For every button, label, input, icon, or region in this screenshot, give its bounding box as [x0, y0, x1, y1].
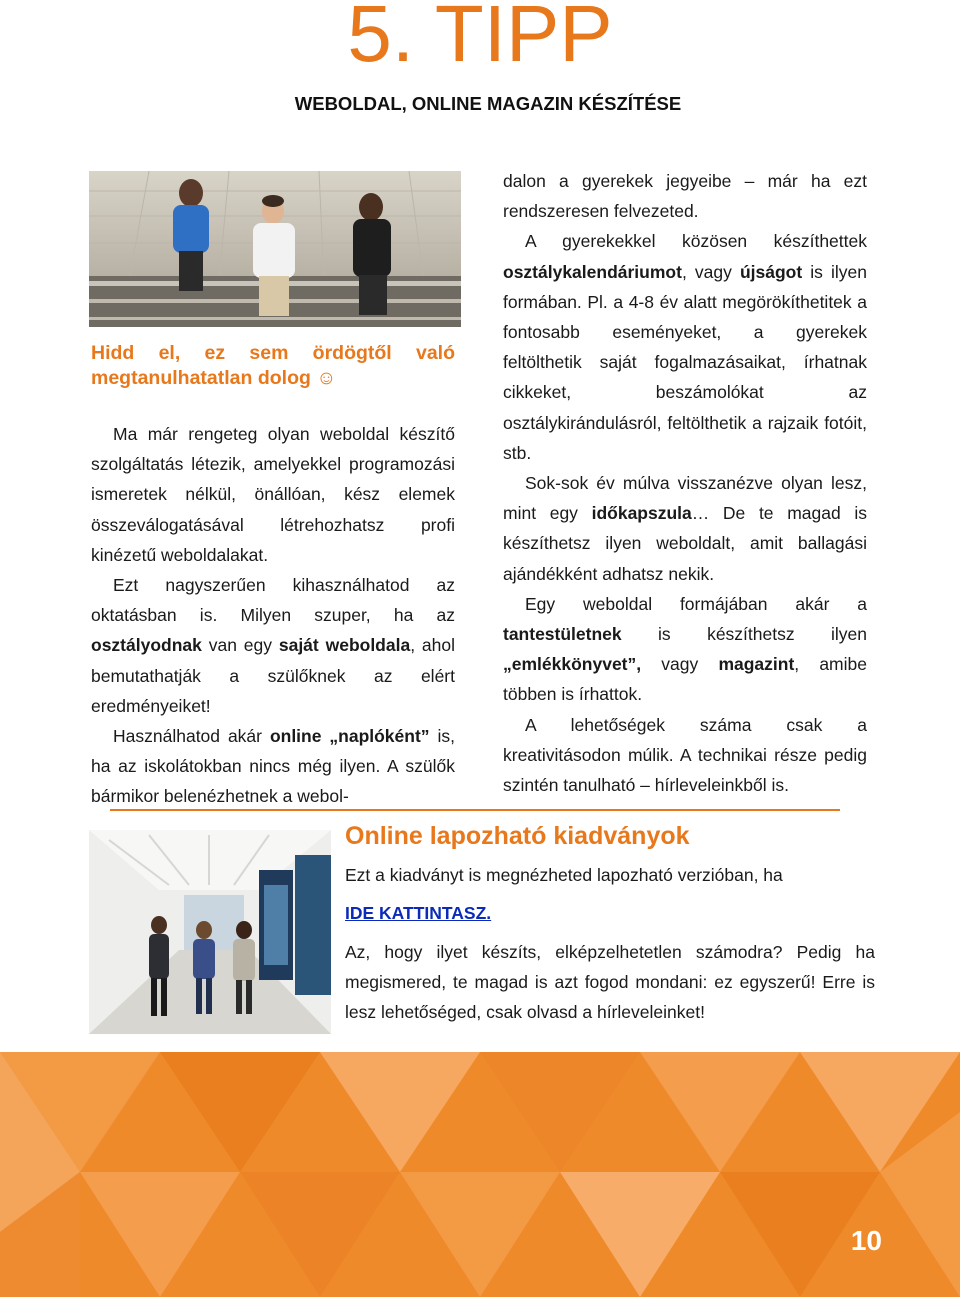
- online-section-title: Online lapozható kiadványok: [345, 822, 690, 850]
- footer-triangle-pattern: [0, 1052, 960, 1297]
- left-p2-text-a: Ezt nagyszerűen kihasználhatod az oktatásban is. Milyen szuper, ha az: [91, 575, 455, 626]
- people-railing-illustration: [89, 171, 461, 327]
- tipp-title: 5. TIPP: [347, 0, 613, 78]
- online-section: [345, 822, 875, 1028]
- right-p4-bold-b: „emlékkönyvet”,: [503, 654, 642, 675]
- left-paragraph-1: Ma már rengeteg olyan weboldal készítő szolgáltatás létezik, amelyekkel programozási ismeretek nélkül, önállóan, kész elemek összeválogatásával létrehozhatsz profi kinézetű weboldalakat.: [91, 424, 455, 565]
- right-p4-text-b: is készíthetsz ilyen: [621, 624, 867, 645]
- right-p4-text-d: , amibe többen is írhattok.: [503, 654, 867, 705]
- right-paragraph-2: [503, 226, 867, 468]
- right-p2-text-b: , vagy: [681, 261, 740, 282]
- right-paragraph-5: A lehetőségek száma csak a kreativitásodon múlik. A technikai része pedig szintén tanulható – hírleveleinkből is.: [503, 714, 867, 796]
- left-heading-line1: Hidd el, ez sem ördögtől való: [91, 342, 455, 364]
- right-paragraph-4: [503, 589, 867, 710]
- left-p3-bold: online „naplóként”: [269, 726, 430, 747]
- right-p4-bold-c: magazint: [718, 654, 795, 675]
- hallway-illustration: [89, 830, 331, 1034]
- online-intro-line: Ezt a kiadványt is megnézheted lapozható verzióban, ha: [345, 865, 783, 885]
- right-p4-bold-a: tantestületnek: [503, 624, 622, 645]
- online-paragraph: Az, hogy ilyet készíts, elképzelhetetlen számodra? Pedig ha megismered, te magad is azt fogod mondani: ez egyszerű! Erre is lesz lehetőséged, csak olvasd a hírleveleinket!: [345, 942, 875, 1023]
- left-p3-text-a: Használhatod akár: [113, 726, 270, 747]
- right-p3-text-a: Sok-sok év múlva visszanézve olyan lesz, mint egy: [503, 473, 867, 524]
- left-p2-text-b: van egy: [201, 635, 279, 656]
- flipbook-link[interactable]: IDE KATTINTASZ.: [345, 903, 492, 923]
- left-column: [91, 341, 455, 812]
- footer-band: [0, 1052, 960, 1297]
- left-heading: [91, 341, 455, 366]
- left-p3-text-b: is, ha az iskolátokban nincs még ilyen. A szülők bármikor belenézhetnek a webol-: [91, 726, 455, 807]
- right-paragraph-3: [503, 468, 867, 589]
- right-p2-bold-b: újságot: [739, 261, 803, 282]
- page-number: 10: [850, 1225, 882, 1256]
- online-link-row: [345, 901, 875, 927]
- right-p3-bold: időkapszula: [591, 503, 692, 524]
- left-p2-bold-b: saját weboldala: [278, 635, 411, 656]
- photo-people-railing: [89, 171, 461, 327]
- left-p2-bold-a: osztályodnak: [91, 635, 202, 656]
- photo-hallway: [89, 830, 331, 1034]
- left-paragraph-3: [91, 721, 455, 812]
- right-p4-text-a: Egy weboldal formájában akár a: [525, 593, 867, 614]
- left-paragraph-2: [91, 570, 455, 721]
- right-p3-text-b: … De te magad is készíthetsz ilyen weboldalt, amit ballagási ajándékként adhatsz nekik.: [503, 503, 868, 584]
- right-p2-text-a: A gyerekekkel közösen készíthettek: [525, 231, 867, 252]
- left-heading-2: megtanulhatatlan dolog ☺: [91, 367, 337, 389]
- right-p4-text-c: vagy: [641, 654, 719, 675]
- page-subtitle: WEBOLDAL, ONLINE MAGAZIN KÉSZÍTÉSE: [294, 93, 682, 114]
- right-p2-text-c: is ilyen formában. Pl. a 4-8 év alatt megörökíthetitek a fontosabb eseményeket, a gyerekek feltölthetik saját fogalmazásaikat, írhatnak cikkeket, beszámolókat az osztálykirándulásról, feltölthetik a rajzaik fotóit, stb.: [503, 261, 867, 463]
- section-divider: [110, 809, 840, 811]
- right-p2-bold-a: osztálykalendáriumot: [503, 261, 682, 282]
- left-p2-text-c: , ahol bemutathatják a szülőknek az elért eredményeiket!: [91, 635, 455, 716]
- right-paragraph-1: dalon a gyerekek jegyeibe – már ha ezt rendszeresen felvezeted.: [503, 171, 867, 222]
- right-column: [503, 166, 867, 800]
